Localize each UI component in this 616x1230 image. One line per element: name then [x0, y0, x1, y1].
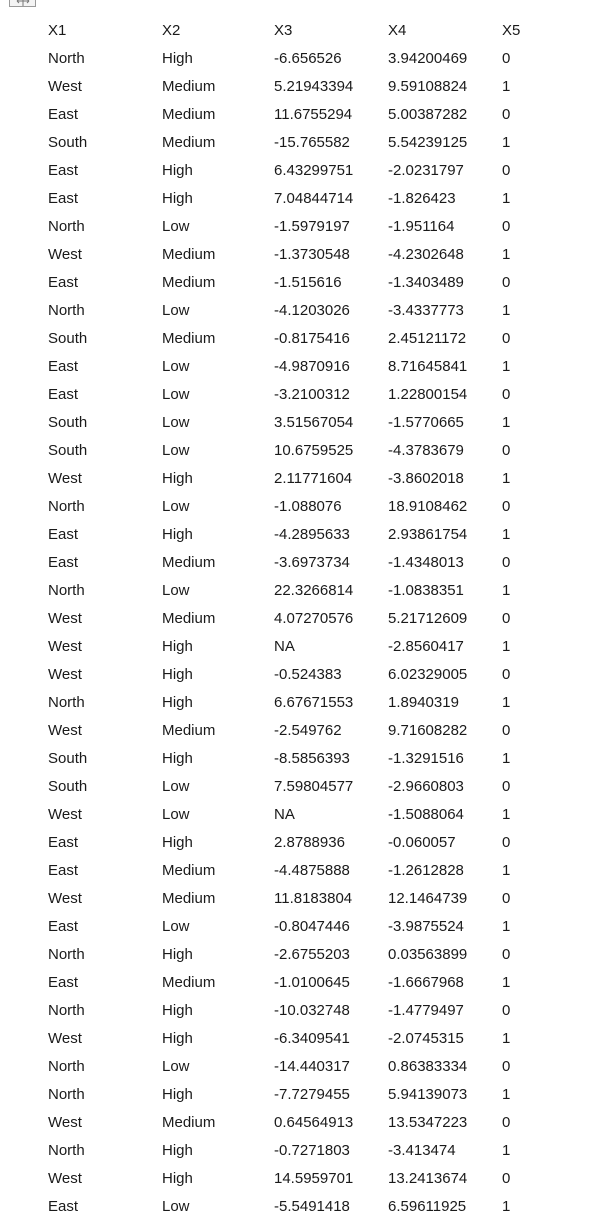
- table-cell-x5: 1: [502, 918, 511, 935]
- table-cell-x3: -4.4875888: [274, 862, 350, 879]
- table-cell-x1: West: [48, 722, 82, 739]
- table-row: [48, 353, 532, 381]
- table-cell-x5: 1: [502, 302, 511, 319]
- table-cell-x2: Medium: [162, 862, 216, 879]
- table-cell-x2: Low: [162, 1058, 190, 1075]
- table-cell-x1: East: [48, 162, 79, 179]
- table-cell-x1: East: [48, 274, 79, 291]
- table-cell-x4: -1.5088064: [388, 806, 464, 823]
- table-cell-x5: 1: [502, 1198, 511, 1215]
- table-cell-x5: 0: [502, 1114, 511, 1131]
- table-cell-x4: -1.3291516: [388, 750, 464, 767]
- table-cell-x3: 7.04844714: [274, 190, 354, 207]
- table-row: [48, 633, 532, 661]
- table-cell-x5: 0: [502, 386, 511, 403]
- table-cell-x4: 13.2413674: [388, 1170, 468, 1187]
- table-row: [48, 969, 532, 997]
- table-cell-x3: -7.7279455: [274, 1086, 350, 1103]
- table-cell-x5: 0: [502, 834, 511, 851]
- table-cell-x3: 22.3266814: [274, 582, 354, 599]
- table-cell-x3: 11.6755294: [274, 106, 353, 123]
- table-cell-x1: South: [48, 330, 88, 347]
- table-row: [48, 857, 532, 885]
- table-cell-x5: 0: [502, 274, 511, 291]
- table-cell-x1: North: [48, 582, 85, 599]
- table-cell-x3: -2.549762: [274, 722, 342, 739]
- table-cell-x1: West: [48, 638, 82, 655]
- table-cell-x5: 1: [502, 582, 511, 599]
- table-cell-x4: 3.94200469: [388, 50, 468, 67]
- table-cell-x1: East: [48, 190, 79, 207]
- table-cell-x5: 1: [502, 78, 511, 95]
- table-cell-x4: 6.02329005: [388, 666, 468, 683]
- table-cell-x2: Low: [162, 582, 190, 599]
- table-cell-x2: High: [162, 526, 193, 543]
- table-cell-x1: West: [48, 610, 82, 627]
- table-cell-x4: 5.21712609: [388, 610, 468, 627]
- table-row: [48, 381, 532, 409]
- table-cell-x3: -4.9870916: [274, 358, 350, 375]
- table-row: [48, 689, 532, 717]
- table-row: [48, 269, 532, 297]
- table-cell-x3: 5.21943394: [274, 78, 354, 95]
- table-row: [48, 997, 532, 1025]
- table-cell-x4: -3.8602018: [388, 470, 464, 487]
- table-cell-x3: 6.43299751: [274, 162, 354, 179]
- table-cell-x2: Medium: [162, 134, 216, 151]
- table-cell-x3: 2.11771604: [274, 470, 353, 487]
- table-cell-x1: West: [48, 78, 82, 95]
- table-cell-x4: -0.060057: [388, 834, 456, 851]
- table-cell-x2: Low: [162, 386, 190, 403]
- table-cell-x1: North: [48, 498, 85, 515]
- table-row: [48, 1193, 532, 1221]
- table-cell-x4: -2.0231797: [388, 162, 464, 179]
- table-cell-x2: High: [162, 1170, 193, 1187]
- table-cell-x1: East: [48, 918, 79, 935]
- table-cell-x4: 1.22800154: [388, 386, 468, 403]
- table-row: [48, 101, 532, 129]
- table-cell-x3: -0.7271803: [274, 1142, 350, 1159]
- table-cell-x1: West: [48, 470, 82, 487]
- table-cell-x4: 6.59611925: [388, 1198, 467, 1215]
- table-cell-x2: Low: [162, 358, 190, 375]
- table-cell-x4: -2.8560417: [388, 638, 464, 655]
- table-cell-x4: 9.59108824: [388, 78, 468, 95]
- table-cell-x2: Low: [162, 498, 190, 515]
- table-row: [48, 1053, 532, 1081]
- table-cell-x2: Medium: [162, 78, 216, 95]
- table-cell-x2: Medium: [162, 106, 216, 123]
- table-cell-x3: 0.64564913: [274, 1114, 354, 1131]
- table-cell-x5: 1: [502, 358, 511, 375]
- table-cell-x1: East: [48, 106, 79, 123]
- table-cell-x1: East: [48, 974, 79, 991]
- table-cell-x5: 0: [502, 666, 511, 683]
- table-row: [48, 129, 532, 157]
- table-cell-x5: 1: [502, 1030, 511, 1047]
- table-row: [48, 745, 532, 773]
- table-body: [48, 45, 532, 1221]
- table-cell-x5: 1: [502, 526, 511, 543]
- table-cell-x2: High: [162, 162, 193, 179]
- table-cell-x3: NA: [274, 806, 295, 823]
- table-cell-x4: 12.1464739: [388, 890, 468, 907]
- table-row: [48, 1109, 532, 1137]
- table-row: [48, 577, 532, 605]
- table-cell-x4: -1.2612828: [388, 862, 464, 879]
- table-cell-x2: Medium: [162, 610, 216, 627]
- table-cell-x2: High: [162, 638, 193, 655]
- table-cell-x2: Medium: [162, 274, 216, 291]
- column-header-x5: X5: [502, 22, 521, 39]
- table-cell-x1: North: [48, 1058, 85, 1075]
- table-cell-x2: High: [162, 1086, 193, 1103]
- table-cell-x3: -1.515616: [274, 274, 342, 291]
- table-cell-x3: NA: [274, 638, 295, 655]
- table-cell-x3: -8.5856393: [274, 750, 350, 767]
- table-cell-x5: 1: [502, 750, 511, 767]
- table-cell-x3: 4.07270576: [274, 610, 354, 627]
- table-cell-x5: 1: [502, 694, 511, 711]
- table-cell-x4: -1.4348013: [388, 554, 464, 571]
- table-cell-x1: West: [48, 890, 82, 907]
- table-cell-x1: North: [48, 694, 85, 711]
- table-cell-x1: South: [48, 442, 88, 459]
- table-row: [48, 661, 532, 689]
- table-cell-x3: 10.6759525: [274, 442, 354, 459]
- table-cell-x5: 0: [502, 1002, 511, 1019]
- table-cell-x3: -1.088076: [274, 498, 342, 515]
- table-row: [48, 185, 532, 213]
- table-cell-x1: South: [48, 134, 88, 151]
- table-cell-x5: 1: [502, 470, 511, 487]
- table-cell-x1: North: [48, 946, 85, 963]
- table-cell-x5: 1: [502, 862, 511, 879]
- table-cell-x4: -3.9875524: [388, 918, 464, 935]
- table-cell-x1: South: [48, 414, 88, 431]
- table-row: [48, 437, 532, 465]
- table-cell-x2: Medium: [162, 890, 216, 907]
- table-row: [48, 801, 532, 829]
- table-cell-x2: Low: [162, 1198, 190, 1215]
- table-row: [48, 241, 532, 269]
- table-cell-x4: 0.03563899: [388, 946, 468, 963]
- table-cell-x4: -1.4779497: [388, 1002, 464, 1019]
- table-cell-x2: High: [162, 470, 193, 487]
- table-row: [48, 549, 532, 577]
- table-cell-x1: South: [48, 778, 88, 795]
- table-cell-x2: High: [162, 1142, 193, 1159]
- table-cell-x5: 0: [502, 722, 511, 739]
- table-cell-x3: -4.1203026: [274, 302, 350, 319]
- table-cell-x3: -5.5491418: [274, 1198, 350, 1215]
- table-cell-x1: South: [48, 750, 88, 767]
- table-cell-x1: West: [48, 1170, 82, 1187]
- table-cell-x3: -6.3409541: [274, 1030, 350, 1047]
- table-cell-x2: High: [162, 50, 193, 67]
- column-header-x1: X1: [48, 22, 67, 39]
- table-cell-x3: -0.524383: [274, 666, 342, 683]
- table-row: [48, 885, 532, 913]
- table-cell-x4: -2.0745315: [388, 1030, 464, 1047]
- move-arrows-icon: [16, 0, 30, 6]
- table-cell-x5: 0: [502, 218, 511, 235]
- table-row: [48, 465, 532, 493]
- table-cell-x5: 1: [502, 134, 511, 151]
- table-cell-x1: East: [48, 358, 79, 375]
- table-cell-x5: 0: [502, 610, 511, 627]
- table-cell-x4: -3.4337773: [388, 302, 464, 319]
- table-cell-x3: 2.8788936: [274, 834, 345, 851]
- table-cell-x2: Medium: [162, 554, 216, 571]
- table-row: [48, 73, 532, 101]
- table-cell-x4: 5.94139073: [388, 1086, 468, 1103]
- table-cell-x3: 7.59804577: [274, 778, 354, 795]
- table-row: [48, 325, 532, 353]
- table-cell-x2: High: [162, 946, 193, 963]
- table-cell-x4: 5.00387282: [388, 106, 468, 123]
- table-cell-x1: North: [48, 302, 85, 319]
- table-cell-x1: West: [48, 246, 82, 263]
- table-row: [48, 493, 532, 521]
- table-cell-x3: 11.8183804: [274, 890, 353, 907]
- table-cell-x5: 1: [502, 1142, 511, 1159]
- table-cell-x2: High: [162, 750, 193, 767]
- table-cell-x5: 1: [502, 638, 511, 655]
- table-cell-x3: 3.51567054: [274, 414, 354, 431]
- table-cell-x5: 0: [502, 554, 511, 571]
- table-move-handle[interactable]: [9, 0, 36, 7]
- table-cell-x2: Low: [162, 218, 190, 235]
- table-cell-x5: 0: [502, 778, 511, 795]
- table-cell-x2: Medium: [162, 974, 216, 991]
- table-cell-x4: 2.93861754: [388, 526, 468, 543]
- table-cell-x4: -1.951164: [388, 218, 455, 235]
- table-cell-x4: -3.413474: [388, 1142, 456, 1159]
- table-row: [48, 409, 532, 437]
- table-header-row: [48, 17, 532, 45]
- table-row: [48, 913, 532, 941]
- table-cell-x2: Medium: [162, 330, 216, 347]
- table-cell-x4: -4.2302648: [388, 246, 464, 263]
- table-cell-x4: 8.71645841: [388, 358, 468, 375]
- column-header-x4: X4: [388, 22, 407, 39]
- table-row: [48, 605, 532, 633]
- table-cell-x3: -3.2100312: [274, 386, 350, 403]
- table-cell-x1: East: [48, 862, 79, 879]
- table-cell-x1: North: [48, 50, 85, 67]
- table-cell-x2: Medium: [162, 246, 216, 263]
- table-cell-x3: -15.765582: [274, 134, 350, 151]
- table-cell-x5: 1: [502, 246, 511, 263]
- table-cell-x1: West: [48, 666, 82, 683]
- table-cell-x4: -2.9660803: [388, 778, 464, 795]
- table-cell-x2: Low: [162, 414, 190, 431]
- table-cell-x4: -1.826423: [388, 190, 456, 207]
- table-cell-x1: East: [48, 554, 79, 571]
- table-cell-x3: -0.8047446: [274, 918, 350, 935]
- table-cell-x5: 0: [502, 106, 511, 123]
- table-cell-x4: 0.86383334: [388, 1058, 468, 1075]
- table-row: [48, 1165, 532, 1193]
- table-cell-x3: 14.5959701: [274, 1170, 354, 1187]
- table-cell-x2: High: [162, 694, 193, 711]
- table-cell-x1: North: [48, 218, 85, 235]
- table-cell-x2: Medium: [162, 722, 216, 739]
- table-cell-x5: 1: [502, 1086, 511, 1103]
- table-cell-x3: -14.440317: [274, 1058, 350, 1075]
- table-cell-x3: -2.6755203: [274, 946, 350, 963]
- table-cell-x2: High: [162, 190, 193, 207]
- table-row: [48, 521, 532, 549]
- table-cell-x5: 0: [502, 162, 511, 179]
- table-cell-x3: -1.5979197: [274, 218, 350, 235]
- column-header-x2: X2: [162, 22, 181, 39]
- table-cell-x2: High: [162, 666, 193, 683]
- table-cell-x4: 1.8940319: [388, 694, 459, 711]
- table-cell-x2: Low: [162, 442, 190, 459]
- table-cell-x4: 5.54239125: [388, 134, 468, 151]
- column-header-x3: X3: [274, 22, 293, 39]
- table-cell-x3: -3.6973734: [274, 554, 350, 571]
- table-cell-x5: 0: [502, 890, 511, 907]
- table-cell-x2: Low: [162, 302, 190, 319]
- table-cell-x3: -1.0100645: [274, 974, 350, 991]
- table-cell-x1: East: [48, 386, 79, 403]
- table-cell-x5: 0: [502, 498, 511, 515]
- table-cell-x3: 6.67671553: [274, 694, 354, 711]
- table-row: [48, 1025, 532, 1053]
- table-row: [48, 1081, 532, 1109]
- table-cell-x5: 0: [502, 442, 511, 459]
- table-row: [48, 941, 532, 969]
- table-cell-x5: 0: [502, 946, 511, 963]
- table-cell-x3: -0.8175416: [274, 330, 350, 347]
- table-row: [48, 717, 532, 745]
- table-cell-x1: North: [48, 1142, 85, 1159]
- table-cell-x1: North: [48, 1002, 85, 1019]
- table-cell-x4: -1.0838351: [388, 582, 464, 599]
- table-row: [48, 1137, 532, 1165]
- table-cell-x2: Low: [162, 806, 190, 823]
- table-cell-x1: West: [48, 806, 82, 823]
- table-cell-x1: West: [48, 1114, 82, 1131]
- table-cell-x4: 9.71608282: [388, 722, 468, 739]
- table-cell-x4: 13.5347223: [388, 1114, 468, 1131]
- table-row: [48, 213, 532, 241]
- table-row: [48, 297, 532, 325]
- table-cell-x2: Low: [162, 778, 190, 795]
- table-cell-x3: -6.656526: [274, 50, 342, 67]
- table-cell-x2: High: [162, 1030, 193, 1047]
- table-cell-x5: 0: [502, 1058, 511, 1075]
- table-cell-x1: East: [48, 834, 79, 851]
- table-cell-x4: 2.45121172: [388, 330, 467, 347]
- table-row: [48, 773, 532, 801]
- table-cell-x5: 1: [502, 806, 511, 823]
- table-cell-x4: -1.3403489: [388, 274, 464, 291]
- table-cell-x4: -4.3783679: [388, 442, 464, 459]
- table-cell-x3: -4.2895633: [274, 526, 350, 543]
- table-cell-x3: -10.032748: [274, 1002, 350, 1019]
- table-cell-x4: -1.6667968: [388, 974, 464, 991]
- table-cell-x5: 0: [502, 330, 511, 347]
- table-row: [48, 157, 532, 185]
- table-cell-x1: North: [48, 1086, 85, 1103]
- table-cell-x4: 18.9108462: [388, 498, 468, 515]
- table-cell-x1: East: [48, 526, 79, 543]
- table-cell-x3: -1.3730548: [274, 246, 350, 263]
- table-cell-x2: Medium: [162, 1114, 216, 1131]
- table-cell-x2: High: [162, 1002, 193, 1019]
- table-cell-x1: East: [48, 1198, 79, 1215]
- data-table: [48, 17, 532, 1221]
- table-cell-x2: High: [162, 834, 193, 851]
- table-row: [48, 829, 532, 857]
- table-cell-x5: 0: [502, 50, 511, 67]
- table-row: [48, 45, 532, 73]
- table-cell-x5: 1: [502, 414, 511, 431]
- table-cell-x2: Low: [162, 918, 190, 935]
- table-cell-x4: -1.5770665: [388, 414, 464, 431]
- table-cell-x5: 0: [502, 1170, 511, 1187]
- table-cell-x5: 1: [502, 974, 511, 991]
- table-cell-x5: 1: [502, 190, 511, 207]
- table-cell-x1: West: [48, 1030, 82, 1047]
